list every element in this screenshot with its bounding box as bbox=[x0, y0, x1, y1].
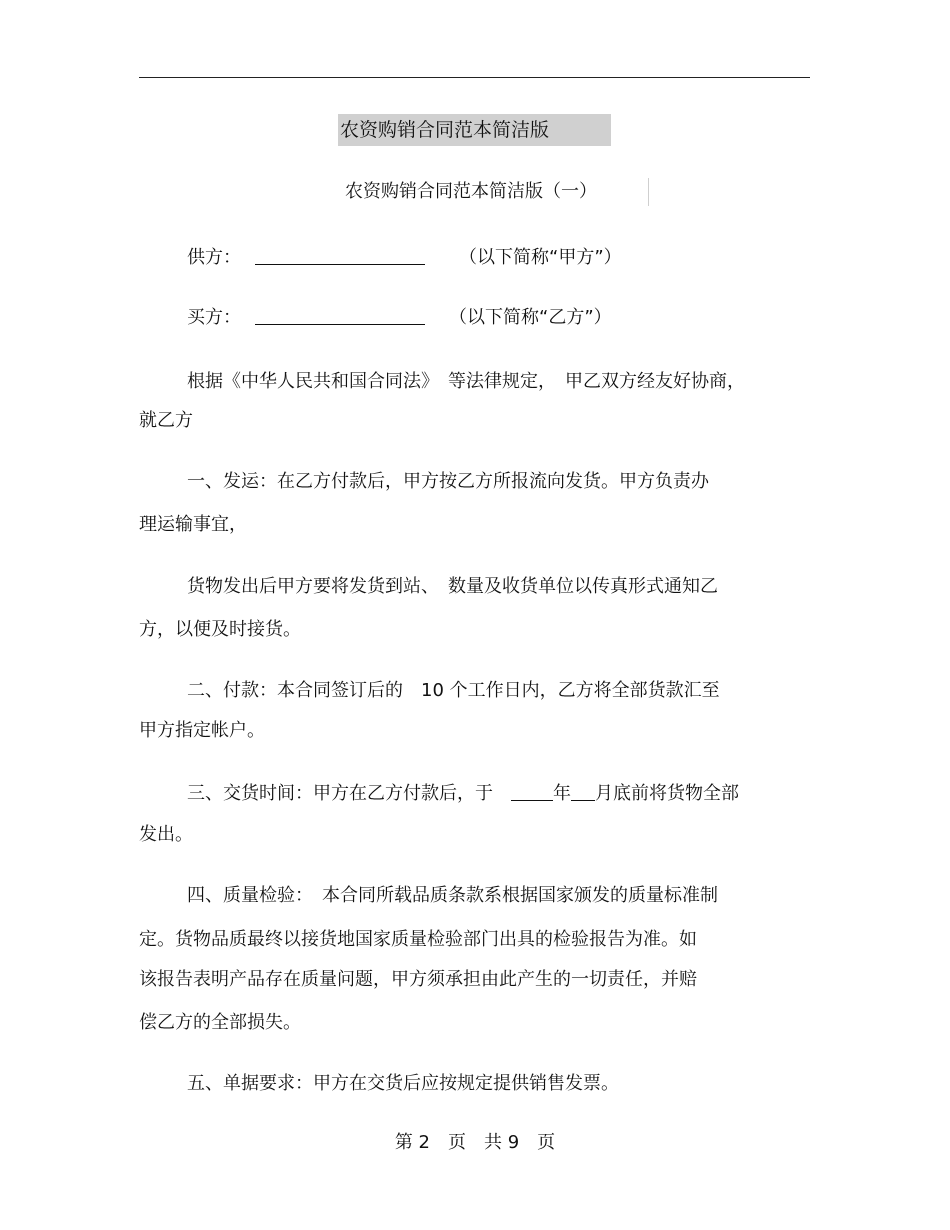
clause4-line-1: 四、质量检验： 本合同所载品质条款系根据国家颁发的质量标准制 bbox=[187, 885, 718, 906]
supplier-label: 供方： bbox=[187, 247, 241, 268]
header-rule bbox=[139, 77, 810, 78]
buyer-blank bbox=[255, 306, 425, 325]
supplier-line bbox=[187, 246, 622, 270]
clause1-line-1: 一、发运：在乙方付款后，甲方按乙方所报流向发货。甲方负责办 bbox=[187, 471, 709, 492]
buyer-line bbox=[187, 306, 612, 330]
clause3-line-2: 发出。 bbox=[139, 824, 193, 845]
clause5-line-1: 五、单据要求：甲方在交货后应按规定提供销售发票。 bbox=[187, 1073, 619, 1094]
clause1-line-2: 理运输事宜， bbox=[139, 514, 247, 535]
clause3-suffix: 月底前将货物全部 bbox=[595, 783, 739, 804]
document-title: 农资购销合同范本简洁版 bbox=[338, 114, 611, 146]
clause3-year: 年 bbox=[553, 783, 571, 804]
clause3-line-1 bbox=[187, 782, 739, 806]
clause2-line-2: 甲方指定帐户。 bbox=[139, 720, 265, 741]
clause4-line-2: 定。货物品质最终以接货地国家质量检验部门出具的检验报告为准。如 bbox=[139, 929, 697, 950]
supplier-note: （以下简称“甲方”） bbox=[459, 247, 622, 268]
clause1b-line-2: 方，以便及时接货。 bbox=[139, 619, 301, 640]
month-blank bbox=[571, 782, 595, 801]
clause4-line-4: 偿乙方的全部损失。 bbox=[139, 1012, 301, 1033]
clause3-prefix: 三、交货时间：甲方在乙方付款后，于 bbox=[187, 783, 511, 804]
document-subtitle: 农资购销合同范本简洁版（一） bbox=[345, 178, 649, 206]
intro-line-2: 就乙方 bbox=[139, 410, 193, 431]
intro-line-1: 根据《中华人民共和国合同法》 等法律规定， 甲乙双方经友好协商， bbox=[187, 371, 745, 392]
clause1b-line-1: 货物发出后甲方要将发货到站、 数量及收货单位以传真形式通知乙 bbox=[187, 576, 718, 597]
clause4-line-3: 该报告表明产品存在质量问题，甲方须承担由此产生的一切责任，并赔 bbox=[139, 969, 697, 990]
supplier-blank bbox=[255, 246, 425, 265]
clause2-line-1: 二、付款：本合同签订后的 10 个工作日内，乙方将全部货款汇至 bbox=[187, 680, 720, 701]
page-number: 第 2 页 共 9 页 bbox=[394, 1132, 556, 1153]
buyer-note: （以下简称“乙方”） bbox=[449, 307, 612, 328]
buyer-label: 买方： bbox=[187, 307, 241, 328]
year-blank bbox=[511, 782, 553, 801]
